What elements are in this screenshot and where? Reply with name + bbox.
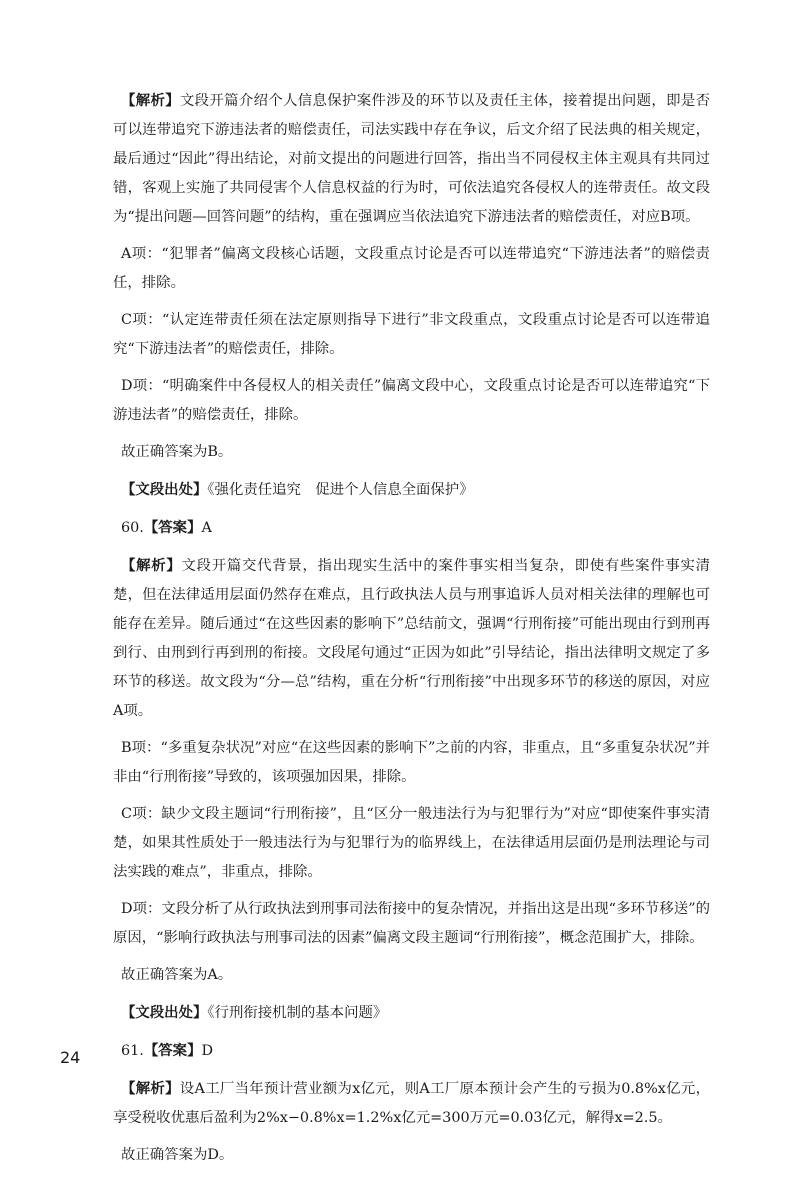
analysis-59 [113, 86, 710, 232]
option-d-analysis: D项：文段分析了从行政执法到刑事司法衔接中的复杂情况，并指出这是出现“多环节移送”的原因，“影响行政执法与刑事司法的因素”偏离文段主题词“行刑衔接”，概念范围扩大，排除。 [113, 901, 710, 946]
option-b-analysis: B项：“多重复杂状况”对应“在这些因素的影响下”之前的内容，非重点，且“多重复杂状况”并非由“行刑衔接”导致的，该项强加因果，排除。 [113, 740, 710, 785]
option-c-analysis: C项：“认定连带责任须在法定原则指导下进行”非文段重点，文段重点讨论是否可以连带追究“下游违法者”的赔偿责任，排除。 [113, 312, 710, 357]
answer-label: 【答案】 [143, 1042, 202, 1059]
answer-value: A [201, 520, 212, 536]
analysis-60 [113, 551, 710, 726]
source-label: 【文段出处】 [121, 1004, 208, 1021]
question-number: 61. [121, 1043, 144, 1059]
analysis-label: 【解析】 [121, 92, 180, 109]
source-label: 【文段出处】 [121, 481, 208, 498]
page-content [113, 86, 710, 1178]
answer-value: D [201, 1043, 214, 1059]
analysis-text: 文段开篇交代背景，指出现实生活中的案件事实相当复杂，即使有些案件事实清楚，但在法律适用层面仍然存在难点，且行政执法人员与刑事追诉人员对相关法律的理解也可能存在差异。随后通过“在这些因素的影响下”总结前文，强调“行刑衔接”可能出现由行到刑再到行、由刑到行再到刑的衔接。文段尾句通过“正因为如此”引导结论，指出法律明文规定了多环节的移送。故文段为“分—总”结构，重在分析“行刑衔接”中出现多环节的移送的原因，对应A项。 [113, 558, 710, 719]
conclusion-61: 故正确答案为D。 [121, 1147, 234, 1163]
page-number: 24 [60, 1048, 81, 1067]
source-59 [113, 475, 710, 505]
source-text: 《行刑衔接机制的基本问题》 [207, 1005, 388, 1021]
answer-label: 【答案】 [143, 519, 202, 536]
analysis-text: 设A工厂当年预计营业额为x亿元，则A工厂原本预计会产生的亏损为0.8%x亿元，享受税收优惠后盈利为2%x−0.8%x=1.2%x亿元=300万元=0.03亿元，解得x=2.5。 [113, 1081, 710, 1126]
source-text: 《强化责任追究 促进个人信息全面保护》 [207, 482, 474, 498]
conclusion-59: 故正确答案为B。 [121, 444, 233, 460]
answer-60 [113, 513, 710, 543]
source-60 [113, 998, 710, 1028]
analysis-label: 【解析】 [121, 1080, 180, 1097]
question-number: 60. [121, 520, 144, 536]
option-c-analysis: C项：缺少文段主题词“行刑衔接”，且“区分一般违法行为与犯罪行为”对应“即使案件事实清楚，如果其性质处于一般违法行为与犯罪行为的临界线上，在法律适用层面仍是刑法理论与司法实践的难点”，非重点，排除。 [113, 806, 710, 880]
analysis-text: 文段开篇介绍个人信息保护案件涉及的环节以及责任主体，接着提出问题，即是否可以连带追究下游违法者的赔偿责任，司法实践中存在争议，后文介绍了民法典的相关规定，最后通过“因此”得出结论，对前文提出的问题进行回答，指出当不同侵权主体主观具有共同过错，客观上实施了共同侵害个人信息权益的行为时，可依法追究各侵权人的连带责任。故文段为“提出问题—回答问题”的结构，重在强调应当依法追究下游违法者的赔偿责任，对应B项。 [113, 93, 710, 225]
answer-61 [113, 1036, 710, 1066]
option-d-analysis: D项：“明确案件中各侵权人的相关责任”偏离文段中心，文段重点讨论是否可以连带追究“下游违法者”的赔偿责任，排除。 [113, 378, 710, 423]
analysis-61 [113, 1074, 710, 1133]
analysis-label: 【解析】 [121, 557, 182, 574]
option-a-analysis: A项：“犯罪者”偏离文段核心话题，文段重点讨论是否可以连带追究“下游违法者”的赔偿责任，排除。 [113, 246, 710, 291]
conclusion-60: 故正确答案为A。 [121, 967, 233, 983]
